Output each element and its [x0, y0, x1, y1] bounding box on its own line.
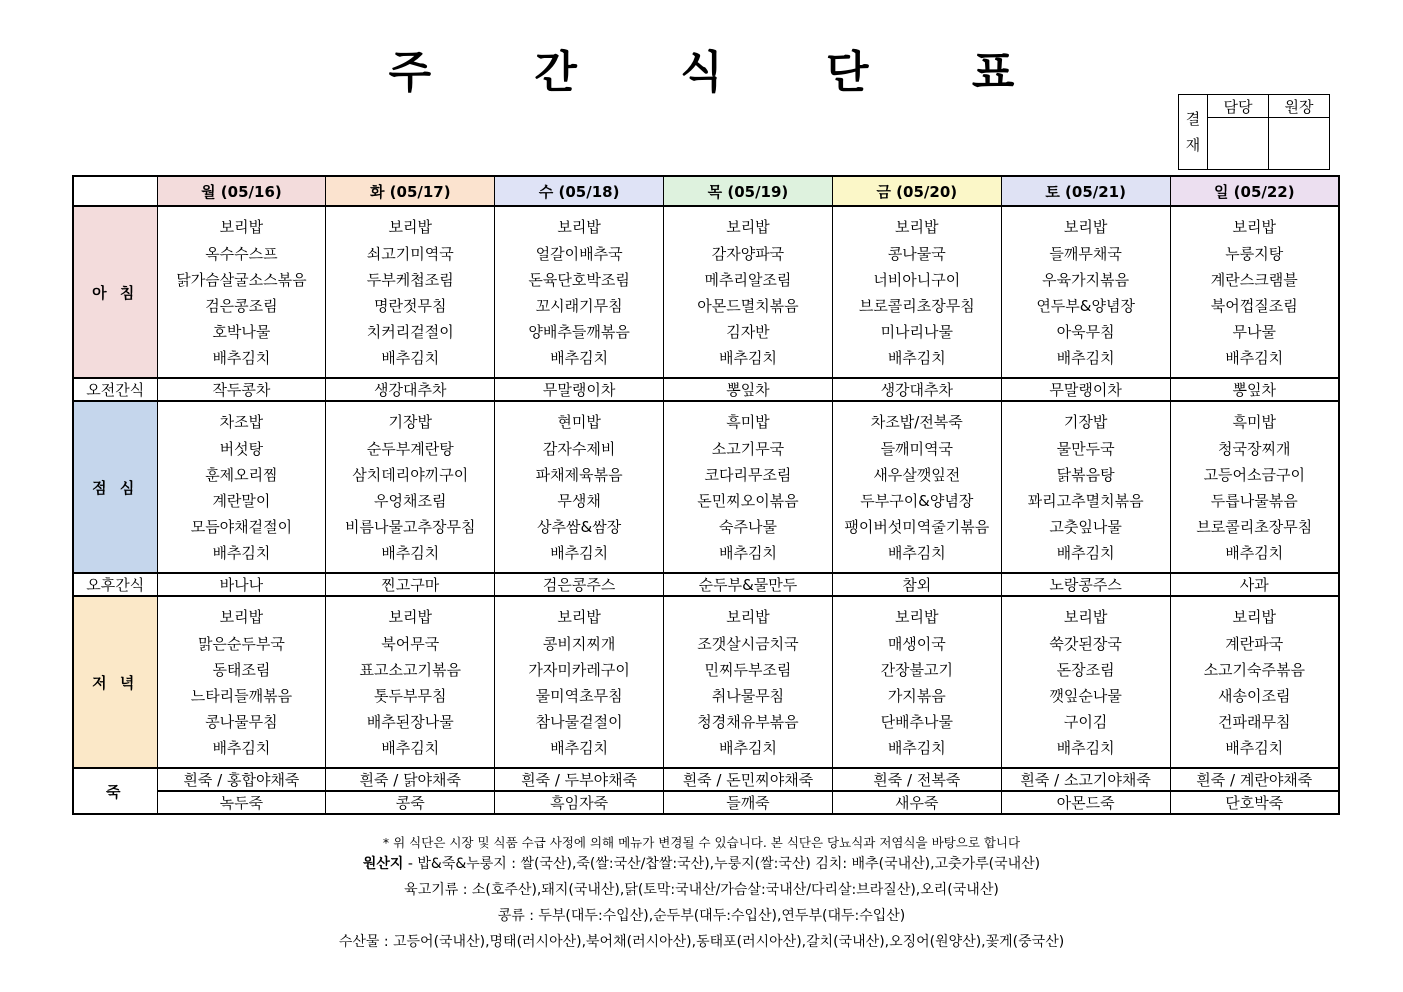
page-title: 주 간 식 단 표: [388, 47, 1059, 98]
menu-item: 북어껍질조림: [1210, 297, 1298, 315]
approval-director-sign: [1269, 118, 1330, 170]
menu-item: 톳두부무침: [374, 687, 447, 705]
approval-director-header: 원장: [1269, 95, 1330, 118]
menu-item: 양배추들깨볶음: [528, 323, 630, 342]
pm_snack-row: [73, 573, 1339, 596]
porridge-item: 흰죽 / 두부야채죽: [495, 768, 664, 791]
menu-item: 보리밥: [557, 218, 601, 237]
menu-item: 김자반: [726, 323, 770, 342]
menu-item: 보리밥: [557, 608, 601, 627]
menu-item: 돈육단호박조림: [528, 270, 630, 289]
approval-side-label: 결 재: [1179, 95, 1208, 170]
porridge-item: 흰죽 / 닭야채죽: [326, 768, 495, 791]
menu-item: 건파래무침: [1218, 713, 1291, 732]
menu-item: 보리밥: [895, 218, 939, 237]
porridge-item: 콩죽: [326, 791, 495, 814]
menu-item: 너비아니구이: [873, 270, 961, 289]
menu-item: 계란파국: [1225, 634, 1284, 653]
menu-item: 감자수제비: [542, 439, 616, 458]
menu-item: 참나물겉절이: [535, 713, 623, 732]
menu-item: 깻잎순나물: [1049, 687, 1122, 705]
breakfast-day-cell: [1001, 206, 1170, 378]
approval-manager-sign: [1208, 118, 1269, 170]
menu-item: 차조밥: [219, 413, 264, 432]
day-header: 목 (05/19): [664, 176, 833, 206]
day-header: 수 (05/18): [495, 176, 664, 206]
menu-item: 흑미밥: [1232, 413, 1277, 432]
menu-item: 아몬드멸치볶음: [697, 297, 799, 315]
menu-item: 조갯살시금치국: [697, 634, 799, 653]
menu-item: 보리밥: [726, 218, 770, 237]
lunch-day-cell: [157, 401, 326, 573]
menu-item: 치커리겉절이: [366, 323, 454, 342]
menu-item: 맑은순두부국: [197, 634, 285, 653]
menu-item: 명란젓무침: [374, 297, 447, 315]
menu-item: 아욱무침: [1056, 323, 1115, 342]
menu-item: 코다리무조림: [704, 465, 792, 484]
menu-item: 쑥갓된장국: [1049, 634, 1122, 653]
menu-item: 기장밥: [388, 413, 432, 432]
menu-item: 배추김치: [1056, 544, 1115, 563]
menu-item: 배추김치: [550, 739, 609, 758]
day-header: 월 (05/16): [157, 176, 326, 206]
menu-item: 보리밥: [1232, 608, 1277, 627]
menu-item: 보리밥: [1232, 218, 1277, 237]
menu-item: 취나물무침: [711, 687, 785, 705]
menu-item: 배추김치: [550, 544, 609, 563]
menu-item: 감자양파국: [711, 244, 785, 263]
menu-item: 닭볶음탕: [1056, 465, 1115, 484]
dinner-day-cell: [1001, 596, 1170, 768]
day-header-row: [73, 176, 1339, 206]
menu-item: 배추김치: [1225, 544, 1284, 563]
pm_snack-item: 노랑콩주스: [1001, 573, 1170, 596]
menu-item: 배추김치: [381, 544, 440, 563]
approval-box: [1178, 94, 1330, 170]
menu-item: 두부케첩조림: [366, 270, 454, 289]
day-header: 금 (05/20): [832, 176, 1001, 206]
menu-item: 민찌두부조림: [704, 660, 792, 679]
menu-item: 계란말이: [212, 492, 271, 510]
lunch-day-cell: [832, 401, 1001, 573]
menu-item: 소고기무국: [711, 439, 785, 458]
menu-item: 검은콩조림: [205, 297, 278, 315]
dinner-day-cell: [1170, 596, 1339, 768]
dinner-day-cell: [832, 596, 1001, 768]
corner-cell: [73, 176, 157, 206]
origin-label: 원산지: [362, 856, 404, 872]
porridge-row-1: [73, 768, 1339, 791]
menu-item: 보리밥: [219, 218, 264, 237]
menu-item: 훈제오리찜: [205, 465, 278, 484]
menu-item: 물미역초무침: [535, 687, 623, 705]
menu-item: 미나리나물: [880, 323, 954, 342]
porridge-item: 단호박죽: [1170, 791, 1339, 814]
menu-item: 매생이국: [887, 634, 946, 653]
menu-item: 콩나물무침: [205, 713, 278, 732]
menu-item: 연두부&양념장: [1036, 297, 1135, 315]
menu-item: 계란스크램블: [1210, 270, 1298, 289]
porridge-item: 흑임자죽: [495, 791, 664, 814]
menu-item: 배추김치: [718, 739, 777, 758]
menu-item: 꽈리고추멸치볶음: [1027, 492, 1144, 510]
lunch-day-cell: [1001, 401, 1170, 573]
menu-item: 브로콜리초장무침: [1196, 518, 1313, 537]
menu-item: 메추리알조림: [704, 270, 792, 289]
breakfast-day-cell: [495, 206, 664, 378]
porridge-item: 들깨죽: [664, 791, 833, 814]
menu-item: 배추김치: [887, 349, 946, 368]
menu-item: 버섯탕: [219, 439, 264, 458]
pm_snack-item: 참외: [832, 573, 1001, 596]
am_snack-row: [73, 378, 1339, 401]
menu-item: 콩비지찌개: [542, 634, 616, 653]
menu-item: 닭가슴살굴소스볶음: [176, 270, 307, 289]
menu-item: 보리밥: [1063, 218, 1108, 237]
pm_snack-item: 바나나: [157, 573, 326, 596]
pm_snack-item: 사과: [1170, 573, 1339, 596]
menu-item: 배추김치: [1056, 739, 1115, 758]
menu-item: 얼갈이배추국: [535, 244, 623, 263]
menu-item: 가지볶음: [887, 687, 946, 705]
menu-item: 보리밥: [388, 608, 432, 627]
menu-item: 고등어소금구이: [1203, 465, 1305, 484]
porridge-item: 흰죽 / 홍합야채죽: [157, 768, 326, 791]
menu-item: 배추김치: [381, 739, 440, 758]
menu-item: 두부구이&양념장: [860, 492, 974, 510]
day-header: 화 (05/17): [326, 176, 495, 206]
menu-item: 꼬시래기무침: [535, 297, 623, 315]
am_snack-item: 생강대추차: [832, 378, 1001, 401]
menu-item: 배추김치: [550, 349, 609, 368]
menu-item: 보리밥: [895, 608, 939, 627]
menu-item: 북어무국: [381, 634, 440, 653]
menu-item: 가자미카레구이: [528, 660, 630, 679]
am_snack-label: 오전간식: [73, 378, 157, 401]
lunch-day-cell: [495, 401, 664, 573]
lunch-day-cell: [326, 401, 495, 573]
pm_snack-item: 순두부&물만두: [664, 573, 833, 596]
lunch-day-cell: [1170, 401, 1339, 573]
menu-item: 모듬야채겉절이: [190, 518, 293, 537]
menu-item: 현미밥: [557, 413, 601, 432]
menu-item: 배추김치: [1225, 349, 1284, 368]
menu-item: 청경채유부볶음: [697, 713, 799, 732]
menu-item: 배추김치: [212, 544, 271, 563]
menu-item: 보리밥: [726, 608, 770, 627]
menu-item: 상추쌈&쌈장: [537, 518, 622, 537]
breakfast-day-cell: [832, 206, 1001, 378]
menu-item: 우육가지볶음: [1042, 270, 1130, 289]
dinner-day-cell: [664, 596, 833, 768]
menu-item: 차조밥/전복죽: [870, 413, 963, 432]
menu-item: 누룽지탕: [1225, 244, 1284, 263]
note-disclaimer: * 위 식단은 시장 및 식품 수급 사정에 의해 메뉴가 변경될 수 있습니다. 본 식단은 당뇨식과 저염식을 바탕으로 합니다: [382, 835, 1021, 850]
dinner-day-cell: [495, 596, 664, 768]
menu-item: 표고소고기볶음: [359, 660, 461, 679]
menu-item: 호박나물: [212, 323, 271, 342]
porridge-item: 흰죽 / 소고기야채죽: [1001, 768, 1170, 791]
porridge-row-2: [73, 791, 1339, 814]
note-origin-meat: 육고기류 : 소(호주산),돼지(국내산),닭(토막:국내산/가슴살:국내산/다리살:브라질산),오리(국내산): [404, 882, 999, 898]
am_snack-item: 무말랭이차: [1001, 378, 1170, 401]
menu-item: 순두부계란탕: [366, 439, 454, 458]
porridge-item: 흰죽 / 돈민찌야채죽: [664, 768, 833, 791]
menu-item: 들깨미역국: [880, 439, 954, 458]
day-header: 일 (05/22): [1170, 176, 1339, 206]
dinner-label: 저 녁: [73, 596, 157, 768]
menu-item: 새송이조림: [1218, 687, 1291, 705]
dinner-day-cell: [326, 596, 495, 768]
porridge-item: 새우죽: [832, 791, 1001, 814]
menu-item: 파채제육볶음: [535, 465, 623, 484]
lunch-row: [73, 401, 1339, 573]
weekly-menu-table: [72, 175, 1340, 815]
menu-item: 배추김치: [381, 349, 440, 368]
menu-item: 구이김: [1063, 713, 1108, 732]
menu-item: 배추김치: [1225, 739, 1284, 758]
lunch-day-cell: [664, 401, 833, 573]
menu-item: 보리밥: [388, 218, 432, 237]
porridge-item: 흰죽 / 계란야채죽: [1170, 768, 1339, 791]
menu-item: 배추김치: [718, 349, 777, 368]
menu-item: 배추김치: [1056, 349, 1115, 368]
am_snack-item: 뽕잎차: [664, 378, 833, 401]
menu-item: 쇠고기미역국: [366, 244, 454, 263]
menu-item: 보리밥: [219, 608, 264, 627]
menu-item: 무나물: [1232, 323, 1277, 342]
menu-item: 느타리들깨볶음: [190, 687, 293, 705]
dinner-row: [73, 596, 1339, 768]
approval-manager-header: 담당: [1208, 95, 1269, 118]
menu-item: 고춧잎나물: [1049, 518, 1122, 537]
breakfast-day-cell: [664, 206, 833, 378]
porridge-item: 흰죽 / 전복죽: [832, 768, 1001, 791]
menu-item: 우엉채조림: [374, 492, 447, 510]
pm_snack-item: 검은콩주스: [495, 573, 664, 596]
menu-item: 돈장조림: [1056, 660, 1115, 679]
menu-item: 숙주나물: [718, 518, 777, 537]
menu-item: 무생채: [557, 492, 601, 510]
menu-item: 옥수수스프: [205, 244, 278, 263]
menu-item: 배추김치: [887, 544, 946, 563]
menu-item: 보리밥: [1063, 608, 1108, 627]
menu-item: 돈민찌오이볶음: [697, 492, 799, 510]
menu-item: 단배추나물: [880, 713, 954, 732]
day-header: 토 (05/21): [1001, 176, 1170, 206]
menu-item: 들깨무채국: [1049, 244, 1122, 263]
breakfast-day-cell: [1170, 206, 1339, 378]
breakfast-day-cell: [157, 206, 326, 378]
menu-item: 배추김치: [212, 349, 271, 368]
menu-item: 브로콜리초장무침: [858, 297, 975, 315]
am_snack-item: 작두콩차: [157, 378, 326, 401]
note-origin-seafood: 수산물 : 고등어(국내산),명태(러시아산),북어채(러시아산),동태포(러시아산),갈치(국내산),오징어(원양산),꽃게(중국산): [338, 934, 1065, 950]
breakfast-row: [73, 206, 1339, 378]
menu-item: 두릅나물볶음: [1210, 492, 1298, 510]
menu-item: 배추김치: [718, 544, 777, 563]
am_snack-item: 생강대추차: [326, 378, 495, 401]
note-origin-rice: 원산지 - 밥&죽&누룽지 : 쌀(국산),죽(쌀:국산/찹쌀:국산),누룽지(쌀:국산) 김치: 배추(국내산),고춧가루(국내산): [362, 856, 1041, 872]
pm_snack-item: 찐고구마: [326, 573, 495, 596]
menu-item: 물만두국: [1056, 439, 1115, 458]
menu-item: 삼치데리야끼구이: [352, 465, 469, 484]
note-origin-beans: 콩류 : 두부(대두:수입산),순두부(대두:수입산),연두부(대두:수입산): [497, 908, 906, 924]
menu-item: 청국장찌개: [1218, 439, 1291, 458]
lunch-label: 점 심: [73, 401, 157, 573]
dinner-day-cell: [157, 596, 326, 768]
pm_snack-label: 오후간식: [73, 573, 157, 596]
am_snack-item: 무말랭이차: [495, 378, 664, 401]
am_snack-item: 뽕잎차: [1170, 378, 1339, 401]
breakfast-day-cell: [326, 206, 495, 378]
footnotes: [0, 833, 1403, 957]
menu-item: 새우살깻잎전: [873, 465, 961, 484]
menu-item: 비름나물고추장무침: [345, 518, 476, 537]
porridge-item: 녹두죽: [157, 791, 326, 814]
porridge-item: 아몬드죽: [1001, 791, 1170, 814]
menu-item: 콩나물국: [887, 244, 946, 263]
menu-item: 배추김치: [212, 739, 271, 758]
menu-item: 동태조림: [212, 660, 271, 679]
menu-item: 간장불고기: [880, 660, 954, 679]
breakfast-label: 아 침: [73, 206, 157, 378]
menu-item: 소고기숙주볶음: [1203, 660, 1305, 679]
porridge-label: 죽: [73, 768, 157, 814]
menu-item: 배추된장나물: [366, 713, 454, 732]
menu-item: 팽이버섯미역줄기볶음: [844, 518, 990, 537]
menu-item: 기장밥: [1063, 413, 1108, 432]
menu-item: 흑미밥: [726, 413, 770, 432]
menu-item: 배추김치: [887, 739, 946, 758]
